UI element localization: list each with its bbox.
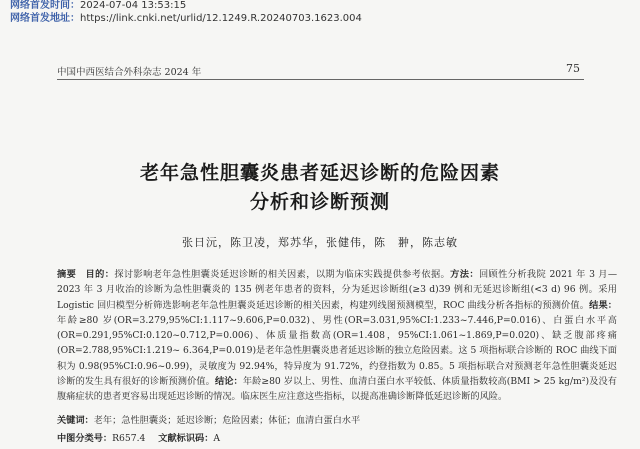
objective-text: 探讨影响老年急性胆囊炎延迟诊断的相关因素，以期为临床实践提供参考依据。 xyxy=(114,269,451,280)
publish-time-line xyxy=(10,0,186,12)
author-list: 张日沅，陈卫凌，郑苏华，张健伟，陈 翀，陈志敏 xyxy=(182,236,458,249)
paper-title-line-1: 老年急性胆囊炎患者延迟诊断的危险因素 xyxy=(139,162,500,184)
doc-code-value: A xyxy=(213,433,221,444)
publish-time-label: 网络首发时间： xyxy=(10,0,80,11)
abstract-label: 摘要 xyxy=(57,269,77,280)
methods-text: 回顾性分析我院 2021 年 3 月—2023 年 3 月收治的诊断为急性胆囊炎的 135 例老年患者的资料，分为延迟诊断组(≥3 d)39 例和无延迟诊断组(<3 d) 96 例。采用 Logistic 回归模型分析筛选影响老年急性胆囊炎延迟诊断的相关因素，构建列线图预测模型，ROC 曲线分析各指标的预测价值。 xyxy=(57,269,618,311)
conclusion-text: 年龄≥80 岁以上、男性、血清白蛋白水平较低、体质量指数较高(BMI > 25 kg/m²)及没有腹痛症状的患者更容易出现延迟诊断的情况。临床医生应注意这些指标，以提高准确诊断降低延迟诊断的风险。 xyxy=(57,376,617,403)
doc-code-label: 文献标识码： xyxy=(158,433,214,444)
abstract xyxy=(57,267,617,405)
journal-header: 中国中西医结合外科杂志 2024 年 xyxy=(57,67,202,78)
conclusion-label: 结论： xyxy=(214,376,243,388)
header-rule xyxy=(57,79,584,80)
publish-time-value: 2024-07-04 13:53:15 xyxy=(80,0,187,11)
keywords-label: 关键词： xyxy=(57,415,94,426)
objective-label: 目的： xyxy=(85,269,115,280)
publish-url-label: 网络首发地址： xyxy=(10,13,80,24)
classification-line xyxy=(57,431,617,446)
methods-label: 方法： xyxy=(450,269,479,280)
clc-value: R657.4 xyxy=(112,433,146,444)
page-number: 75 xyxy=(566,62,580,75)
clc-label: 中图分类号： xyxy=(57,433,113,444)
results-text: 年龄≥80 岁(OR=3.279,95%CI:1.117~9.606,P=0.032)、男性(OR=3.031,95%CI:1.233~7.446,P=0.016)、白蛋白水平高(OR=0.291,95%CI:0.120~0.712,P=0.006)、体质量指数高(OR=1.408，95%CI:1.061~1.869,P=0.020)、缺乏腹部疼痛(OR=2.788,95%CI:1.219~ 6.364,P=0.019)是老年急性胆囊炎患者延迟诊断的独立危险因素。这 5 项指标联合诊断的 ROC 曲线下面积为 0.98(95%CI:0.96~0.99)，灵敏度为 92.94%，特异度为 91.72%，约登指数为 0.85。5 项指标联合对预测老年急性胆囊炎延迟诊断的发生具有很好的诊断预测价值。 xyxy=(57,314,617,388)
keywords-line xyxy=(57,413,617,428)
results-label: 结果： xyxy=(589,299,617,311)
publish-url-link[interactable]: https://link.cnki.net/urlid/12.1249.R.20240703.1623.004 xyxy=(80,13,362,24)
keywords-text: 老年；急性胆囊炎；延迟诊断；危险因素；体征；血清白蛋白水平 xyxy=(93,415,361,426)
publish-url-line xyxy=(10,13,362,25)
paper-title-line-2: 分析和诊断预测 xyxy=(249,191,390,213)
